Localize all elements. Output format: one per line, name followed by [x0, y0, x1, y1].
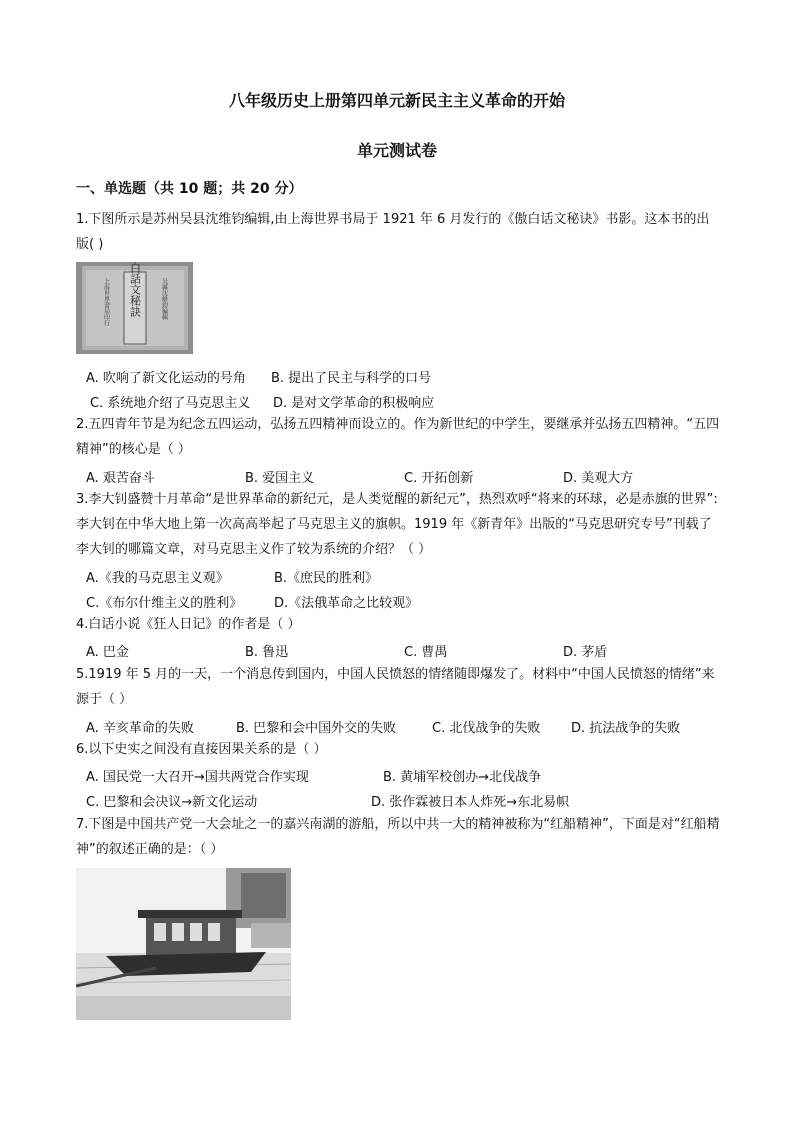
question-2-option-b[interactable]: B. 爱国主义 [245, 471, 315, 486]
question-3-option-a[interactable]: A.《我的马克思主义观》 [86, 571, 229, 586]
question-1-option-c[interactable]: C. 系统地介绍了马克思主义 [90, 396, 251, 411]
red-boat-photo [76, 868, 291, 1020]
question-4-option-c[interactable]: C. 曹禺 [404, 645, 448, 660]
question-2-option-a[interactable]: A. 艰苦奋斗 [86, 471, 155, 486]
question-1-option-a[interactable]: A. 吹响了新文化运动的号角 [86, 371, 246, 386]
question-2-option-d[interactable]: D. 美观大方 [563, 471, 634, 486]
question-3-option-c[interactable]: C.《布尔什维主义的胜利》 [86, 596, 243, 611]
book-title-glyphs: 傲白話文秘訣 [128, 262, 142, 317]
question-1-stem: 1.下图所示是苏州吴县沈维钧编辑,由上海世界书局于 1921 年 6 月发行的《傲白话文秘诀》书影。这本书的出版( ) [76, 212, 710, 252]
question-5-option-a[interactable]: A. 辛亥革命的失败 [86, 721, 194, 736]
book-cover-image [76, 262, 193, 354]
question-6-option-d[interactable]: D. 张作霖被日本人炸死→东北易帜 [371, 795, 570, 810]
question-3-option-b[interactable]: B.《庶民的胜利》 [274, 571, 379, 586]
question-2-option-c[interactable]: C. 开拓创新 [404, 471, 474, 486]
book-author-glyphs: 吴縣沈維鈞編輯 [160, 278, 168, 320]
question-1-option-d[interactable]: D. 是对文学革命的积极响应 [273, 396, 435, 411]
question-2-stem: 2.五四青年节是为纪念五四运动，弘扬五四精神而设立的。作为新世纪的中学生，要继承并弘扬五四精神。“五四精神”的核心是（ ） [76, 417, 720, 457]
question-4-option-d[interactable]: D. 茅盾 [563, 645, 608, 660]
question-6-option-b[interactable]: B. 黄埔军校创办→北伐战争 [383, 770, 542, 785]
question-6-option-c[interactable]: C. 巴黎和会决议→新文化运动 [86, 795, 258, 810]
question-3-option-d[interactable]: D.《法俄革命之比较观》 [274, 596, 419, 611]
question-1-option-b[interactable]: B. 提出了民主与科学的口号 [271, 371, 432, 386]
document-title: 八年级历史上册第四单元新民主主义革命的开始 [228, 91, 565, 110]
question-6-stem: 6.以下史实之间没有直接因果关系的是（ ） [76, 742, 327, 757]
book-publisher-glyphs: 上海世界書局印行 [102, 278, 110, 326]
document-subtitle: 单元测试卷 [356, 141, 437, 160]
question-5-stem: 5.1919 年 5 月的一天，一个消息传到国内，中国人民愤怒的情绪随即爆发了。材料中“中国人民愤怒的情绪”来源于（ ） [76, 667, 715, 707]
section-heading: 一、单选题（共 10 题；共 20 分） [76, 181, 303, 197]
question-5-option-c[interactable]: C. 北伐战争的失败 [432, 721, 541, 736]
question-6-option-a[interactable]: A. 国民党一大召开→国共两党合作实现 [86, 770, 309, 785]
question-3-stem: 3.李大钊盛赞十月革命“是世界革命的新纪元，是人类觉醒的新纪元”，热烈欢呼“将来的环球，必是赤旗的世界”: 李大钊在中华大地上第一次高高举起了马克思主义的旗帜。1919 年《新青年》出版的“马克思研究专号”刊载了李大钊的哪篇文章，对马克思主义作了较为系统的介绍？（ ） [76, 492, 718, 557]
question-4-option-a[interactable]: A. 巴金 [86, 645, 129, 660]
question-7-stem: 7.下图是中国共产党一大会址之一的嘉兴南湖的游船，所以中共一大的精神被称为“红船精神”，下面是对“红船精神”的叙述正确的是：（ ） [76, 817, 720, 857]
question-4-option-b[interactable]: B. 鲁迅 [245, 645, 289, 660]
question-5-option-b[interactable]: B. 巴黎和会中国外交的失败 [236, 721, 397, 736]
question-4-stem: 4.白话小说《狂人日记》的作者是（ ） [76, 617, 301, 632]
question-5-option-d[interactable]: D. 抗法战争的失败 [571, 721, 681, 736]
